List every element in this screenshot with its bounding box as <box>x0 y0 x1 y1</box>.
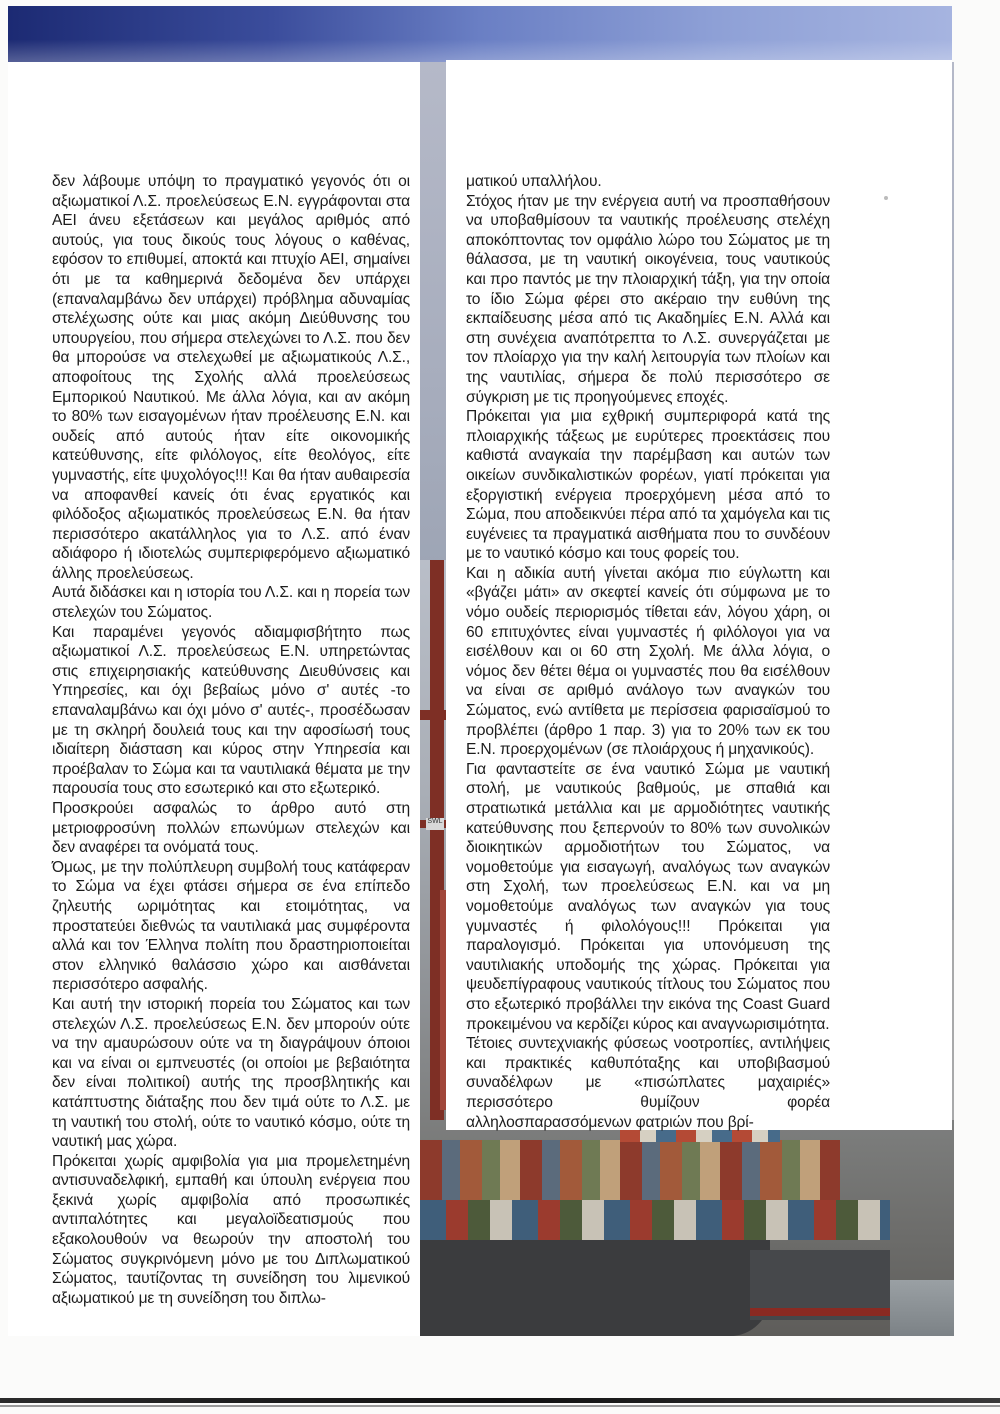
paragraph: Πρόκειται για μια εχθρική συμπεριφορά κατά της πλοιαρχικής τάξεως με ευρύτερες προεκτάσεις που καθιστά αναγκαία την παρέμβαση και αυτών των οικείων συνδικαλιστικών φορέων, γιατί πρόκειται για εξοργιστική ενέργεια προερχόμενη μέσα από το Σώμα, που αποδεικνύει πέρα από τα χαμόγελα και τις ευγένειες τα πραγματικά αισθήματα που το συνδέουν με το ναυτικό κόσμο και τους φορείς του. <box>466 408 830 563</box>
footer-rule-thin <box>0 1405 1000 1407</box>
paragraph: Για φανταστείτε σε ένα ναυτικό Σώμα με ναυτική στολή, με ναυτικούς βαθμούς, με σπαθιά και στρατιωτικά μετάλλια και με αρμοδιότητες ναυτικής κατεύθυνσης που ξεπερνούν το 80% των συνολικών διοικητικών αρμοδιοτήτων του Σώματος, να νομοθετούμε για εισαγωγή, αναλόγως των αναγκών στη Σχολή, των προελεύσεως Ε.Ν. και να μη νομοθετούμε αναλόγως των αναγκών για τους γυμναστές ή φιλολόγους!!! Πρόκειται για παραλογισμό. Πρόκειται για υπονόμευση της ναυτιλιακής υποδομής της χώρας. Πρόκειται για ψευδεπίγραφους ναυτικούς τίτλους του Σώματος που στο εξωτερικό προβάλλει την εικόνα της Coast Guard προκειμένου να κερδίζει κύρος και αναγνωρισιμότητα. <box>466 760 830 1033</box>
right-text-column <box>466 172 830 1132</box>
paragraph: Όμως, με την πολύπλευρη συμβολή τους κατάφεραν το Σώμα να έχει φτάσει σήμερα σε ένα επίπεδο ζηλευτής ωριμότητας και ετοιμότητας, να προστατεύει διεθνώς τα ναυτιλιακά μας συμφέροντα αλλά και τον Έλληνα πολίτη που δραστηριοποιείται στον ελληνικό θαλάσσιο χώρο και αισθάνεται περισσότερο ασφαλής. <box>52 858 410 994</box>
paragraph: Πρόκειται χωρίς αμφιβολία για μια προμελετημένη αντισυναδελφική, εμπαθή και ύπουλη ενέργεια που ξεκινά χωρίς αμφιβολία από προσωπικές αντιπαλότητες και μεγαλοϊδεατισμούς που εξακολουθούν να θεωρούν την αποστολή του Σώματος συγκρινόμενη μόνο με του Διπλωματικού Σώματος, ταυτίζοντας τη συνείδηση του λιμενικού αξιωματικού με τη συνείδηση του διπλω- <box>52 1152 410 1307</box>
header-band <box>8 6 952 62</box>
paragraph: δεν λάβουμε υπόψη το πραγματικό γεγονός ότι οι αξιωματικοί Λ.Σ. προελεύσεως Ε.Ν. εγγράφονται στα ΑΕΙ άνευ εξετάσεων και μεγάλος αριθμός από αυτούς, για τους δικούς τους λόγους ο καθένας, εφόσον το επιθυμεί, αποκτά και πτυχίο ΑΕΙ, σημαίνει ότι με τα καθημερινά δεδομένα δεν υπάρχει (επαναλαμβάνω δεν υπάρχει) πρόβλημα αδυναμίας στελέχωσης ούτε και μιας ακόμη Διεύθυνσης του υπουργείου, που σήμερα στελεχώνει το Λ.Σ. που δεν θα μπορούσε να στελεχωθεί με αξιωματικούς Λ.Σ., αποφοίτους της Σχολής αλλά προελεύσεως Εμπορικού Ναυτικού. Με άλλα λόγια, και αν ακόμη το 80% των εισαγομένων ήταν προέλευσης Ε.Ν. και ουδείς από αυτούς ήταν είτε οικονομικής κατεύθυνσης, είτε φιλόλογος, είτε θεολόγος, είτε γυμναστής, είτε ψυχολόγος!!! Και θα ήταν αυθαιρεσία να αποφανθεί κανείς ότι ένας εργατικός και φιλόδοξος αξιωματικός προελεύσεως Ε.Ν. θα ήταν περισσότερο ακατάλληλος για το Λ.Σ. από έναν αδιάφορο ή ιδιοτελώς συμπεριφερόμενο αξιωματικό άλλης προελεύσεως. <box>52 173 410 582</box>
speck <box>884 196 888 200</box>
paragraph: ματικού υπαλλήλου. <box>466 173 602 190</box>
paragraph: Στόχος ήταν με την ενέργεια αυτή να προσπαθήσουν να υποβαθμίσουν τα ναυτικής προέλευσης στελέχη αποκόπτοντας τον ομφάλιο λώρο του Σώματος με τη θάλασσα, με τη ναυτική οικογένεια, τους ναυτικούς και προ παντός με την πλοιαρχική τάξη, για την οποία το ίδιο Σώμα φέρει στο ακέραιο την ευθύνη της εκπαίδευσης μέσα από τις Ακαδημίες Ε.Ν. Αλλά και στη συνέχεια αναπότρεπτα το Λ.Σ. συνεργάζεται με τον πλοίαρχο για την καλή λειτουργία των πλοίων και της ναυτιλίας, σήμερα δε πολύ περισσότερο σε σύγκριση με τις προηγούμενες εποχές. <box>466 192 830 406</box>
paragraph: Και αυτή την ιστορική πορεία του Σώματος και των στελεχών Λ.Σ. προελεύσεως Ε.Ν. δεν μπορούν ούτε να την αμαυρώσουν ούτε να τη διαγράψουν όποιοι και να είναι οι εμπνευστές (οι οποίοι με βεβαιότητα δεν είναι πολιτικοί) αυτής της προσβλητικής και κατάπτυστης διάταξης που δεν τιμά ούτε το Λ.Σ. με τη ναυτική του στολή, ούτε το ναυτικό κόσμο, ούτε τη ναυτική μας χώρα. <box>52 995 410 1151</box>
paragraph: Και η αδικία αυτή γίνεται ακόμα πιο εύγλωττη και «βγάζει μάτι» αν σκεφτεί κανείς ότι σύμφωνα με το νόμο ουδείς περιορισμός τίθεται εάν, λόγου χάρη, οι 60 επιτυχόντες είναι γυμναστές ή φιλόλογοι για να εισέλθουν και οι 60 στη Σχολή. Με άλλα λόγια, ο νόμος δεν θέτει θέμα οι γυμναστές που θα εισέλθουν να είναι σε αριθμό ανάλογο των αναγκών του Σώματος, ενώ αντίθετα με περίσσεια φαρισαϊσμού το προβλέπει (άρθρο 1 παρ. 3) για το 20% των εκ του Ε.Ν. προερχομένων (σε πλοιάρχους ή μηχανικούς). <box>466 564 830 759</box>
paragraph: Αυτά διδάσκει και η ιστορία του Λ.Σ. και η πορεία των στελεχών του Σώματος. <box>52 584 410 622</box>
port-container-ship-photo: SWL <box>420 560 954 1336</box>
paragraph: Προσκρούει ασφαλώς το άρθρο αυτό στη μετριοφροσύνη πολλών επωνύμων στελεχών και δεν αναφέρει τα ονόματά τους. <box>52 800 410 857</box>
paragraph: Και παραμένει γεγονός αδιαμφισβήτητο πως αξιωματικοί Λ.Σ. προελεύσεως Ε.Ν. υπηρετώντας στις επιχειρησιακής κατεύθυνσης Διευθύνσεις και Υπηρεσίες, και όχι βεβαίως μόνο σ' αυτές -το επαναλαμβάνω και όχι μόνο σ' αυτές-, προσέδωσαν με τη σκληρή δουλειά τους και την αφοσίωσή τους ιδιαίτερη διάσταση και κύρος στην Υπηρεσία και προέβαλαν το Σώμα και τα ναυτιλιακά θέματα με την παρουσία τους στο εσωτερικό και στο εξωτερικό. <box>52 623 410 798</box>
footer-rule <box>0 1398 1000 1403</box>
paragraph: Τέτοιες συντεχνιακής φύσεως νοοτροπίες, αντιλήψεις και πρακτικές καθυπόταξης και υποβιβασμού συναδέλφων με «πισώπλατες μαχαιριές» περισσότερο θυμίζουν φορέα αλληλοσπαρασσόμενων φατριών που βρί- <box>466 1035 830 1131</box>
left-text-column <box>52 172 410 1308</box>
